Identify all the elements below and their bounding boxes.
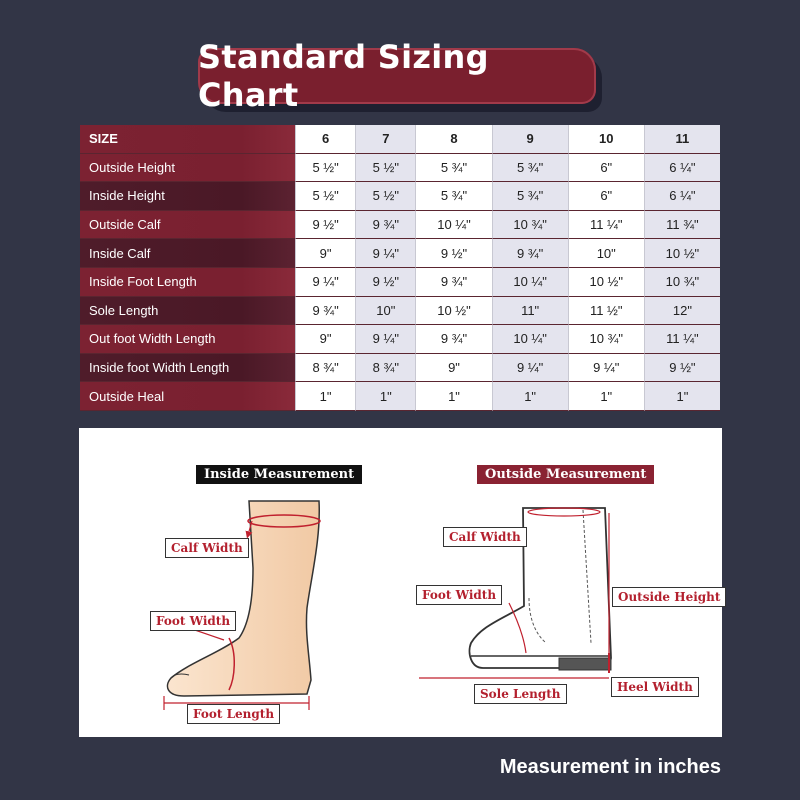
size-value-cell: 1" [644, 382, 720, 411]
size-value-cell: 11 ¼" [568, 211, 644, 240]
row-label: Outside Heal [80, 382, 295, 411]
size-header-cell: 10 [568, 125, 644, 154]
inside-measurement-title: Inside Measurement [196, 465, 362, 484]
table-row [80, 239, 720, 268]
row-label: Sole Length [80, 297, 295, 326]
size-value-cell: 9 ½" [644, 354, 720, 383]
size-value-cell: 6" [568, 154, 644, 183]
row-label: Outside Height [80, 154, 295, 183]
row-label: Out foot Width Length [80, 325, 295, 354]
size-value-cell: 5 ¾" [415, 182, 491, 211]
measurement-diagram-panel [79, 428, 722, 737]
table-row [80, 354, 720, 383]
size-value-cell: 6" [568, 182, 644, 211]
inside-foot-length-label: Foot Length [187, 704, 280, 724]
outside-foot-width-label: Foot Width [416, 585, 502, 605]
outside-height-label: Outside Height [612, 587, 726, 607]
row-label: Inside Height [80, 182, 295, 211]
table-row [80, 297, 720, 326]
table-row [80, 154, 720, 183]
size-value-cell: 5 ¾" [492, 182, 568, 211]
size-value-cell: 9 ¾" [492, 239, 568, 268]
leg-foot-shape [167, 501, 319, 696]
size-header-label: SIZE [80, 125, 295, 154]
size-value-cell: 11 ½" [568, 297, 644, 326]
size-value-cell: 1" [492, 382, 568, 411]
row-label: Inside Calf [80, 239, 295, 268]
size-value-cell: 12" [644, 297, 720, 326]
size-value-cell: 1" [415, 382, 491, 411]
table-header-row [80, 125, 720, 154]
table-row [80, 182, 720, 211]
inside-foot-width-label: Foot Width [150, 611, 236, 631]
size-value-cell: 9 ¼" [492, 354, 568, 383]
size-header-cell: 8 [415, 125, 491, 154]
size-value-cell: 10 ½" [415, 297, 491, 326]
row-label: Inside Foot Length [80, 268, 295, 297]
size-value-cell: 10 ¼" [415, 211, 491, 240]
title-banner [198, 38, 596, 114]
sizing-table [80, 125, 720, 411]
size-value-cell: 11" [492, 297, 568, 326]
size-header-cell: 7 [355, 125, 415, 154]
size-value-cell: 9 ½" [415, 239, 491, 268]
outside-measurement-title: Outside Measurement [477, 465, 654, 484]
size-value-cell: 9" [295, 239, 355, 268]
measurement-units-note: Measurement in inches [499, 756, 721, 778]
size-value-cell: 9 ¼" [568, 354, 644, 383]
size-value-cell: 5 ½" [295, 154, 355, 183]
page-title: Standard Sizing Chart [198, 38, 489, 114]
row-label: Inside foot Width Length [80, 354, 295, 383]
size-value-cell: 10 ¾" [644, 268, 720, 297]
size-value-cell: 5 ½" [355, 154, 415, 183]
size-value-cell: 9 ¾" [415, 325, 491, 354]
size-value-cell: 1" [568, 382, 644, 411]
size-header-cell: 11 [644, 125, 720, 154]
size-value-cell: 9 ½" [355, 268, 415, 297]
size-value-cell: 9 ¼" [355, 325, 415, 354]
size-value-cell: 9 ¾" [295, 297, 355, 326]
size-value-cell: 8 ¾" [295, 354, 355, 383]
outside-sole-length-label: Sole Length [474, 684, 567, 704]
table-row [80, 382, 720, 411]
size-value-cell: 9 ½" [295, 211, 355, 240]
size-value-cell: 6 ¼" [644, 154, 720, 183]
size-value-cell: 10 ¾" [492, 211, 568, 240]
inside-calf-width-label: Calf Width [165, 538, 249, 558]
size-header-cell: 9 [492, 125, 568, 154]
size-value-cell: 10 ¼" [492, 325, 568, 354]
size-value-cell: 5 ½" [355, 182, 415, 211]
size-value-cell: 10 ¾" [568, 325, 644, 354]
size-value-cell: 10 ½" [568, 268, 644, 297]
size-header-cell: 6 [295, 125, 355, 154]
size-value-cell: 9" [295, 325, 355, 354]
size-value-cell: 10" [568, 239, 644, 268]
size-value-cell: 10" [355, 297, 415, 326]
size-value-cell: 9" [415, 354, 491, 383]
size-value-cell: 11 ¼" [644, 325, 720, 354]
row-label: Outside Calf [80, 211, 295, 240]
size-value-cell: 8 ¾" [355, 354, 415, 383]
size-value-cell: 11 ¾" [644, 211, 720, 240]
outside-calf-width-label: Calf Width [443, 527, 527, 547]
size-value-cell: 9 ¾" [415, 268, 491, 297]
size-value-cell: 1" [295, 382, 355, 411]
table-row [80, 325, 720, 354]
size-value-cell: 5 ¾" [415, 154, 491, 183]
size-value-cell: 10 ¼" [492, 268, 568, 297]
size-value-cell: 9 ¼" [355, 239, 415, 268]
table-row [80, 211, 720, 240]
size-value-cell: 5 ¾" [492, 154, 568, 183]
size-value-cell: 6 ¼" [644, 182, 720, 211]
size-value-cell: 1" [355, 382, 415, 411]
outside-heel-width-label: Heel Width [611, 677, 699, 697]
size-value-cell: 9 ¼" [295, 268, 355, 297]
size-value-cell: 9 ¾" [355, 211, 415, 240]
size-value-cell: 10 ½" [644, 239, 720, 268]
size-value-cell: 5 ½" [295, 182, 355, 211]
table-row [80, 268, 720, 297]
